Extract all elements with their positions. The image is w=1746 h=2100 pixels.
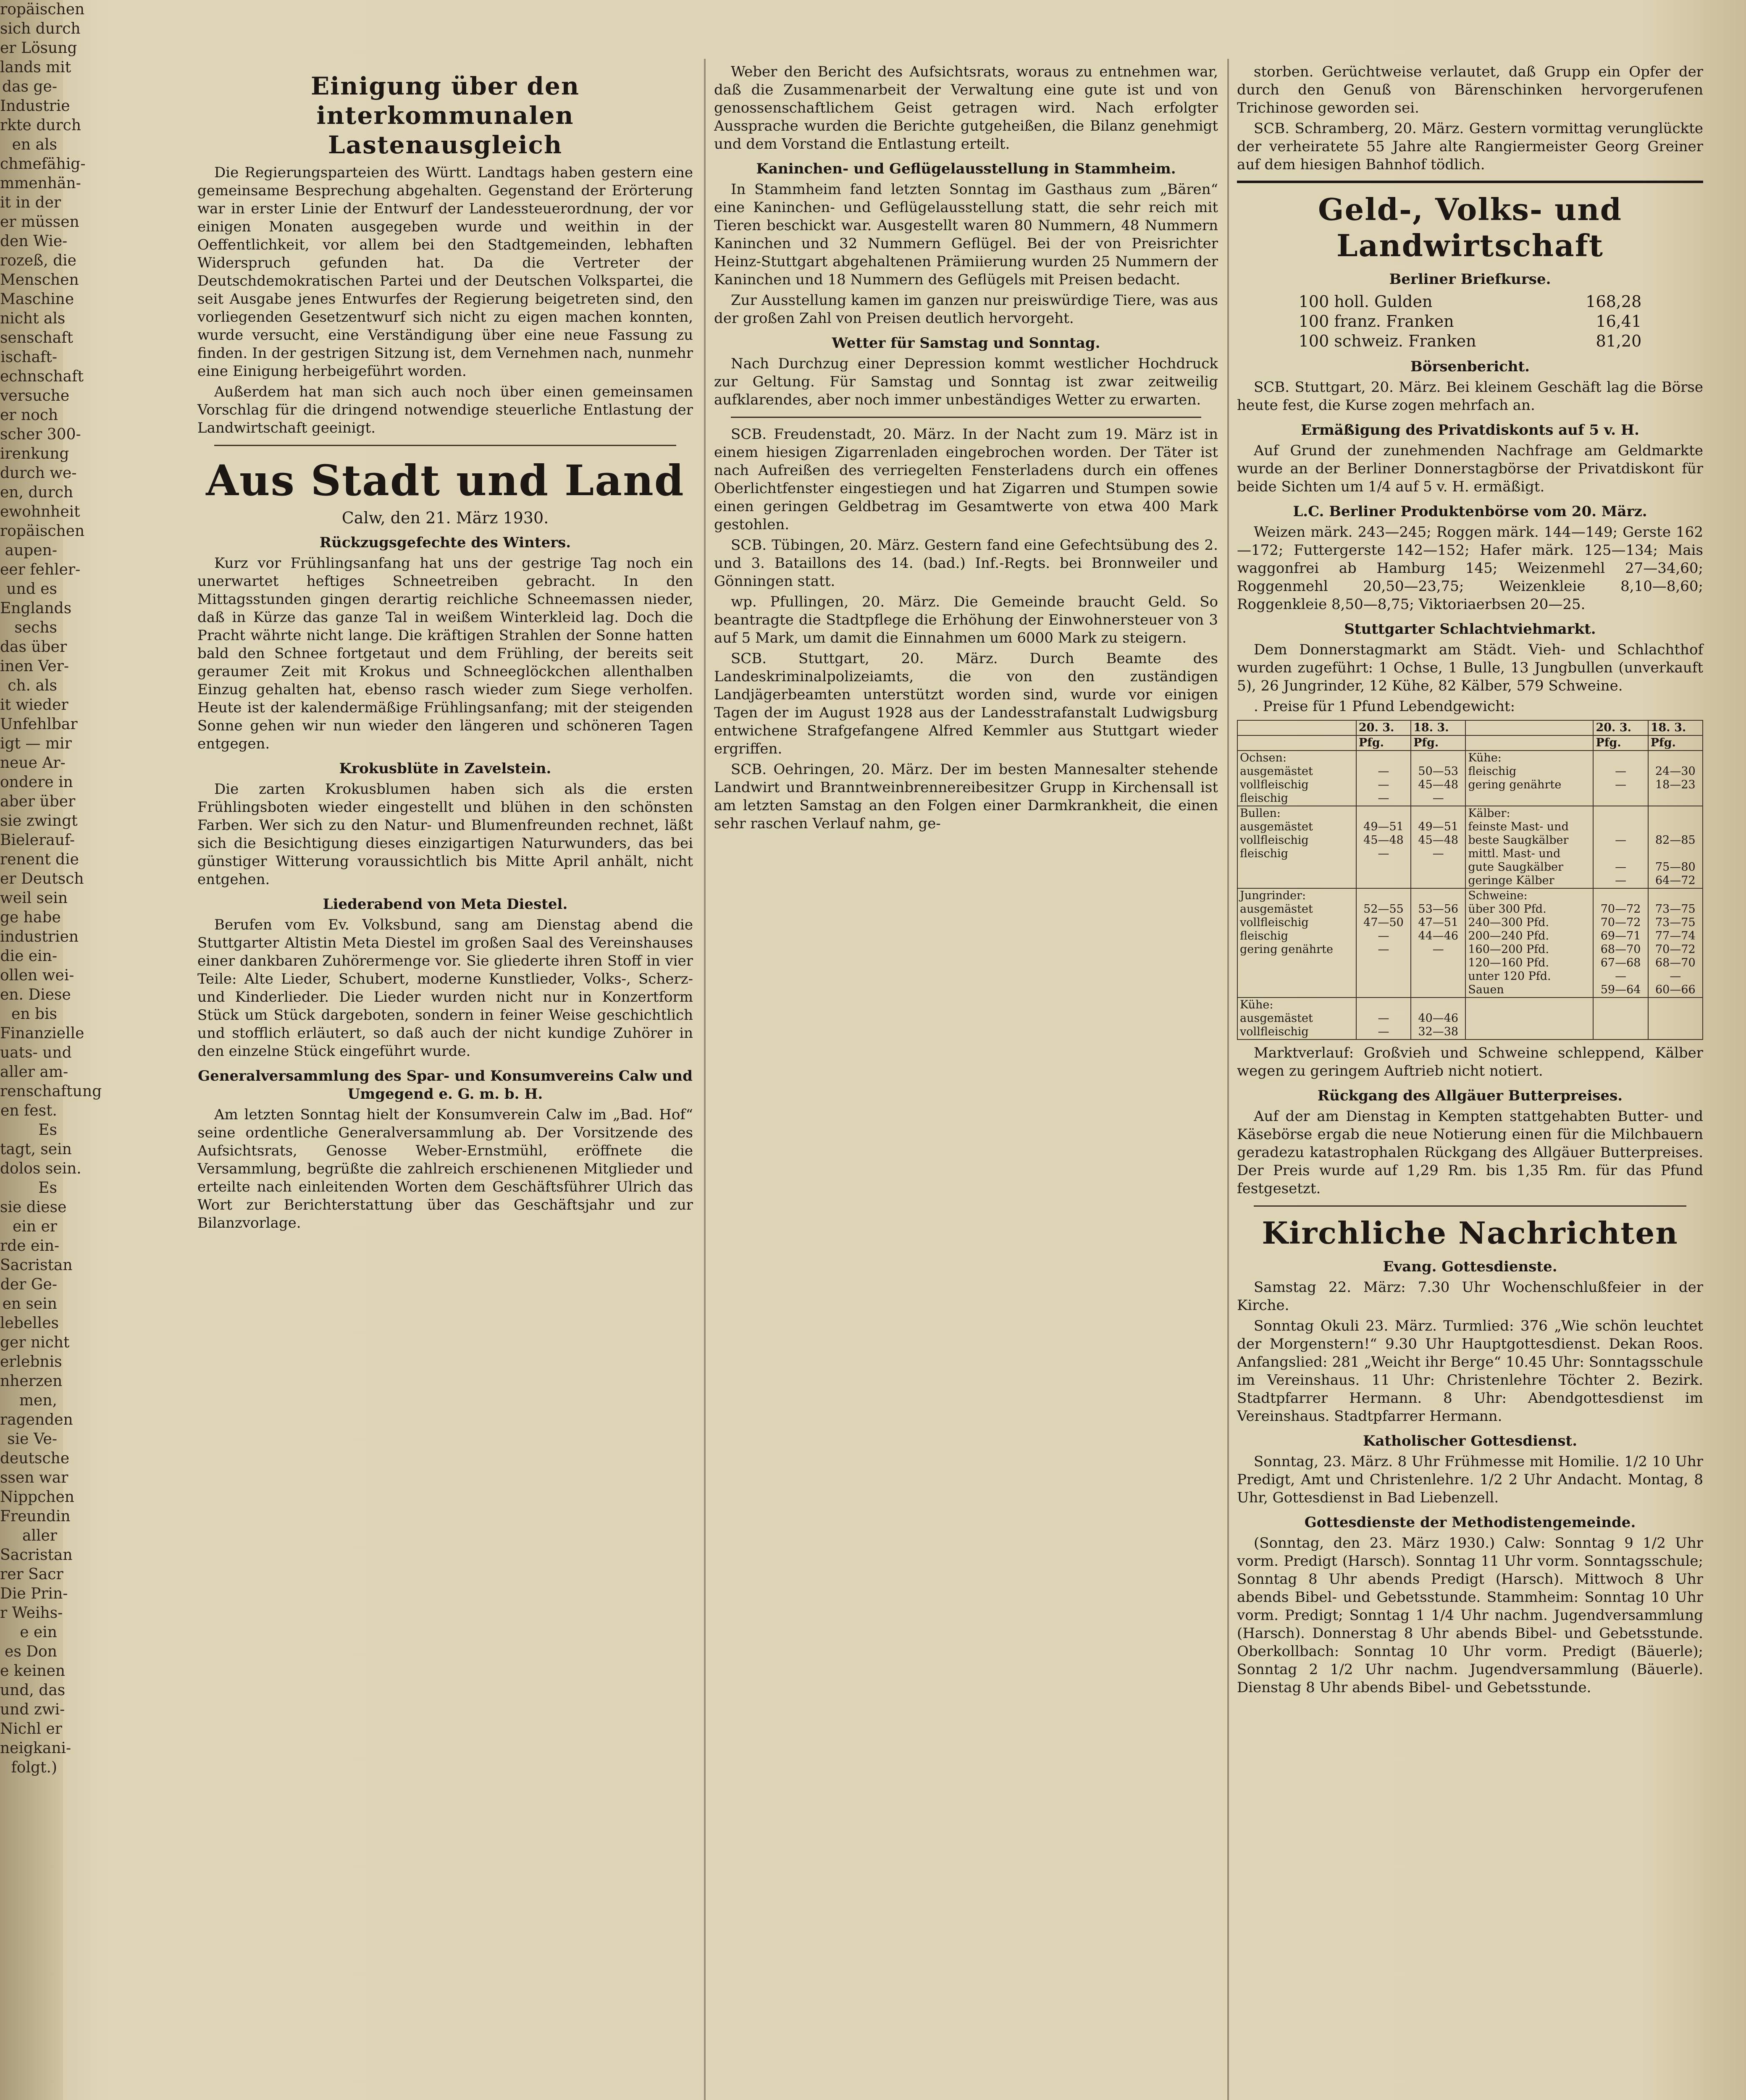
price-cell: 40—46 32—38 [1411, 998, 1465, 1040]
paragraph: Auf der am Dienstag in Kempten stattgehabten Butter- und Käsebörse ergab die neue Notierung einen für die Milchbauern geradezu katastrophalen Rückgang des Allgäuer Butterpreises. Der Preis wurde auf 1,29 Rm. bis 1,35 Rm. für das Pfund festgesetzt. [1237, 1108, 1703, 1197]
stub-line: erlebnis [0, 1353, 62, 1370]
table-header: Pfg. [1411, 735, 1465, 751]
livestock-category: Schweine: über 300 Pfd. 240—300 Pfd. 200—240 Pfd. 160—200 Pfd. 120—160 Pfd. unter 120 Pfd. Sauen [1465, 888, 1593, 998]
subheading: Stuttgarter Schlachtviehmarkt. [1344, 621, 1596, 638]
stub-line: rozeß, die [0, 252, 76, 269]
price-cell [1593, 998, 1648, 1040]
stub-line: aller [22, 1527, 57, 1544]
stub-line: den Wie- [0, 233, 68, 250]
table-header [1465, 720, 1593, 735]
price-cell: 24—30 18—23 [1648, 751, 1703, 806]
stub-line: ewohnheit [0, 503, 80, 520]
stub-line: e ein [20, 1624, 57, 1641]
stub-line: neue Ar- [0, 754, 66, 772]
table-row [1237, 806, 1703, 888]
stub-line: nherzen [0, 1373, 63, 1390]
paragraph: Die Regierungsparteien des Württ. Landtags haben gestern eine gemeinsame Besprechung abgehalten. Gegenstand der Erörterung war in erster Linie der Entwurf der Landessteuerordnung, der vor einigen Monaten ausgegeben wurde und weithin in der Oeffentlichkeit, vor allem bei den Stadtgemeinden, lebhaften Widerspruch gefunden hat. Da die Vertreter der Deutschdemokratischen Partei und der Deutschen Volkspartei, die seit Ausgabe jenes Entwurfes der Regierung beigetreten sind, den vorliegenden Gesetzentwurf sich nicht zu eigen machen konnten, wurde versucht, eine Verständigung über eine neue Fassung zu finden. In der gestrigen Sitzung ist, dem Vernehmen nach, nunmehr eine Einigung herbeigeführt worden. [197, 164, 693, 380]
paragraph: Weber den Bericht des Aufsichtsrats, woraus zu entnehmen war, daß die Zusammenarbeit der Verwaltung eine gute ist und von genossenschaftlichem Geist getragen wird. Nach erfolgter Aussprache wurden die Berichte gutgeheißen, die Bilanz genehmigt und dem Vorstand die Entlastung erteilt. [714, 63, 1218, 152]
stub-line: igt — mir [0, 735, 72, 752]
left-page-stub [0, 0, 102, 2100]
paragraph: SCB. Stuttgart, 20. März. Durch Beamte des Landeskriminalpolizeiamts, die von den zuständigen Landjägerbeamten unterstützt worden sind, wurde vor einigen Tagen der im August 1928 aus der Landesstrafanstalt Ludwigsburg entwichene Strafgefangene Alfred Kemmler aus Stuttgart wieder ergriffen. [714, 650, 1218, 757]
paragraph: Dem Donnerstagmarkt am Städt. Vieh- und Schlachthof wurden zugeführt: 1 Ochse, 1 Bulle, 13 Jungbullen (unverkauft 5), 26 Jungrinder, 12 Kühe, 82 Kälber, 579 Schweine. [1237, 641, 1703, 694]
paragraph: Marktverlauf: Großvieh und Schweine schleppend, Kälber wegen zu geringem Auftrieb nicht notiert. [1237, 1045, 1703, 1079]
subheading: Börsenbericht. [1410, 358, 1530, 375]
stub-line: Es [38, 1121, 57, 1139]
stub-line: ollen wei- [0, 967, 74, 984]
price-cell: 82—85 75—80 64—72 [1648, 806, 1703, 888]
headline-kirchliche-nachrichten: Kirchliche Nachrichten [1262, 1215, 1678, 1251]
currency-label: 100 schweiz. Franken [1298, 332, 1476, 350]
stub-line: renent die [0, 851, 79, 868]
table-header: 18. 3. [1648, 720, 1703, 735]
stub-line: aller am- [0, 1063, 68, 1081]
paragraph: Sonntag Okuli 23. März. Turmlied: 376 „Wie schön leuchtet der Morgenstern!“ 9.30 Uhr Hauptgottesdienst. Dekan Roos. Anfangslied: 281 „Weicht ihr Berge“ 10.45 Uhr: Sonntagsschule im Vereinshaus. 11 Uhr: Christenlehre Töchter 2. Bezirk. Stadtpfarrer Hermann. 8 Uhr: Abendgottesdienst im Vereinshaus. Stadtpfarrer Hermann. [1237, 1318, 1703, 1425]
paragraph: SCB. Tübingen, 20. März. Gestern fand eine Gefechtsübung des 2. und 3. Bataillons des 14. (bad.) Inf.-Regts. bei Bronnweiler und Gönningen statt. [714, 537, 1218, 590]
paragraph: Auf Grund der zunehmenden Nachfrage am Geldmarkte wurde an der Berliner Donnerstagbörse der Privatdiskont für beide Sichten um 1/4 auf 5 v. H. ermäßigt. [1237, 442, 1703, 495]
stub-line: lands mit [0, 59, 71, 76]
paragraph: Sonntag, 23. März. 8 Uhr Frühmesse mit Homilie. 1/2 10 Uhr Predigt, Amt und Christenlehre. 1/2 2 Uhr Andacht. Montag, 8 Uhr, Gottesdienst in Bad Liebenzell. [1237, 1453, 1703, 1506]
stub-line: Industrie [0, 97, 70, 115]
stub-line: Es [38, 1179, 57, 1197]
stub-line: en, durch [0, 484, 74, 501]
stub-line: Bielerauf- [0, 832, 75, 849]
stub-line: deutsche [0, 1450, 70, 1467]
table-header: Pfg. [1593, 735, 1648, 751]
subheading: Evang. Gottesdienste. [1383, 1258, 1557, 1275]
paragraph: Samstag 22. März: 7.30 Uhr Wochenschlußfeier in der Kirche. [1237, 1279, 1703, 1314]
livestock-category: Ochsen: ausgemästet vollfleischig fleischig [1237, 751, 1356, 806]
price-cell: — — — [1593, 806, 1648, 888]
stub-line: und, das [0, 1682, 66, 1699]
stub-line: die ein- [0, 948, 57, 965]
paragraph: Berufen vom Ev. Volksbund, sang am Dienstag abend die Stuttgarter Altistin Meta Diestel im großen Saal des Vereinshauses einer dankbaren Zuhörermenge vor. Sie gliederte ihren Stoff in vier Teile: Alte Lieder, Schubert, moderne Kunstlieder, Volks-, Scherz- und Kinderlieder. Die Lieder wurden nicht nur in Konzertform Stück um Stück dargeboten, sondern in feiner Weise geschichtlich und stofflich erläutert, so daß auch der nicht kundige Zuhörer in den einzelne Stück eingeführt wurde. [197, 916, 693, 1060]
paragraph: SCB. Oehringen, 20. März. Der im besten Mannesalter stehende Landwirt und Branntweinbrennereibesitzer Grupp in Kirchensall ist am letzten Samstag an den Folgen einer Darmkrankheit, die einen sehr raschen Verlauf nahm, ge- [714, 761, 1218, 832]
livestock-category: Kälber: feinste Mast- und beste Saugkälber mittl. Mast- und gute Saugkälber geringe Kälber [1465, 806, 1593, 888]
stub-line: en fest. [0, 1102, 57, 1119]
table-header [1237, 735, 1356, 751]
stub-line: folgt.) [11, 1759, 57, 1776]
livestock-category: Kühe: fleischig gering genährte [1465, 751, 1593, 806]
stub-line: ssen war [0, 1469, 68, 1486]
divider [1254, 1205, 1686, 1207]
subheading: Wetter für Samstag und Sonntag. [832, 335, 1100, 352]
stub-line: uats- und [0, 1044, 72, 1061]
stub-line: r Weihs- [0, 1604, 63, 1622]
stub-line: Nippchen [0, 1488, 74, 1506]
currency-rate: 16,41 [1596, 312, 1642, 331]
stub-line: Maschine [0, 291, 74, 308]
subheading: Ermäßigung des Privatdiskonts auf 5 v. H. [1301, 422, 1639, 438]
stub-line: sechs [14, 619, 57, 636]
livestock-category: Kühe: ausgemästet vollfleischig [1237, 998, 1356, 1040]
subheading: Kaninchen- und Geflügelausstellung in Stammheim. [756, 160, 1176, 177]
table-row [1237, 751, 1703, 806]
stub-line: eer fehler- [0, 561, 81, 578]
stub-line: chmefähig- [0, 155, 86, 173]
divider [214, 445, 676, 446]
stub-line: scher 300- [0, 426, 81, 443]
stub-line: en als [12, 136, 57, 153]
price-cell: — — [1593, 751, 1648, 806]
stub-line: tagt, sein [0, 1141, 72, 1158]
stub-line: rer Sacr [0, 1566, 63, 1583]
paragraph: Zur Ausstellung kamen im ganzen nur preiswürdige Tiere, was aus der großen Zahl von Preisen deutlich hervorgeht. [714, 292, 1218, 327]
livestock-category: Jungrinder: ausgemästet vollfleischig fleischig gering genährte [1237, 888, 1356, 998]
livestock-category: Bullen: ausgemästet vollfleischig fleischig [1237, 806, 1356, 888]
table-header: Pfg. [1648, 735, 1703, 751]
stub-line: neigkani- [0, 1740, 71, 1757]
dateline: Calw, den 21. März 1930. [341, 509, 549, 527]
paragraph: Weizen märk. 243—245; Roggen märk. 144—149; Gerste 162—172; Futtergerste 142—152; Hafer märk. 125—134; Mais waggonfrei ab Hamburg 145; Weizenmehl 27—34,60; Roggenmehl 20,50—23,75; Weizenkleie 8,10—8,60; Roggenkleie 8,50—8,75; Viktoriaerbsen 20—25. [1237, 524, 1703, 613]
stub-line: dolos sein. [0, 1160, 81, 1177]
price-cell: 70—72 70—72 69—71 68—70 67—68 — 59—64 [1593, 888, 1648, 998]
table-row [1237, 998, 1703, 1040]
subheading: Rückzugsgefechte des Winters. [319, 534, 571, 551]
stub-line: Englands [0, 600, 72, 617]
stub-line: irenkung [0, 445, 69, 462]
stub-line: en. Diese [0, 986, 71, 1003]
stub-line: ropäischen [0, 522, 85, 540]
stub-line: ischaft- [0, 349, 57, 366]
stub-line: und zwi- [0, 1701, 65, 1718]
stub-line: ein er [13, 1218, 57, 1235]
stub-line: ge habe [0, 909, 61, 926]
subheading: Rückgang des Allgäuer Butterpreises. [1317, 1087, 1623, 1104]
paragraph: SCB. Freudenstadt, 20. März. In der Nacht zum 19. März ist in einem hiesigen Zigarrenladen eingebrochen worden. Der Täter ist nach Aufreißen des verriegelten Fensterladens durch ein offenes Oberlichtfenster eingestiegen und hat Zigarren und Stumpen sowie einen geringen Geldbetrag im Gesamtwerte von etwa 400 Mark gestohlen. [714, 426, 1218, 533]
stub-line: aber über [0, 793, 76, 810]
stub-line: echnschaft [0, 368, 84, 385]
stub-line: ropäischen [0, 1, 85, 18]
column-gutter-1 [704, 59, 706, 2100]
subheading: Liederabend von Meta Diestel. [323, 896, 568, 913]
currency-label: 100 holl. Gulden [1298, 292, 1433, 311]
paragraph: Die zarten Krokusblumen haben sich als die ersten Frühlingsboten wieder eingestellt und blühen in den schönsten Farben. Wer sich zu den Natur- und Blumenfreunden rechnet, läßt sich die Besichtigung dieses einzigartigen Naturwunders, das bei günstiger Witterung voraussichtlich bis Mitte April anhält, nicht entgehen. [197, 781, 693, 888]
stub-line: er müssen [0, 213, 79, 231]
stub-line: men, [19, 1392, 57, 1409]
subheading: Berliner Briefkurse. [1389, 271, 1551, 288]
stub-line: sie zwingt [0, 812, 78, 830]
stub-line: ragenden [0, 1411, 73, 1428]
stub-line: weil sein [0, 890, 68, 907]
divider [1237, 181, 1703, 183]
price-cell: 49—51 45—48 — [1411, 806, 1465, 888]
paragraph: . Preise für 1 Pfund Lebendgewicht: [1254, 698, 1515, 715]
livestock-category [1465, 998, 1593, 1040]
briefkurse-table [1295, 292, 1645, 351]
table-header [1465, 735, 1593, 751]
stub-line: Sacristan [0, 1257, 73, 1274]
column-gutter-2 [1227, 59, 1229, 2100]
stub-line: Finanzielle [0, 1025, 84, 1042]
divider [731, 417, 1201, 418]
stub-line: er Lösung [0, 39, 77, 57]
stub-line: er Deutsch [0, 870, 84, 887]
table-header [1237, 720, 1356, 735]
stub-line: e keinen [0, 1662, 66, 1680]
stub-line: lebelles [0, 1315, 59, 1332]
stub-line: industrien [0, 928, 79, 945]
paragraph: Am letzten Sonntag hielt der Konsumverein Calw im „Bad. Hof“ seine ordentliche Generalversammlung ab. Der Vorsitzende des Aufsichtsrats, Genosse Weber-Ernstmühl, eröffnete die Versammlung, begrüßte die zahlreich erschienenen Mitglieder und erteilte nach einleitenden Worten dem Geschäftsführer Ulrich das Wort zur Berichterstattung über das Geschäftsjahr und zur Bilanzvorlage. [197, 1106, 693, 1231]
price-cell: 53—56 47—51 44—46 — [1411, 888, 1465, 998]
paragraph: In Stammheim fand letzten Sonntag im Gasthaus zum „Bären“ eine Kaninchen- und Geflügelausstellung statt, die sehr reich mit Tieren beschickt war. Ausgestellt waren 80 Nummern, 48 Nummern Kaninchen und 32 Nummern Geflügel. Bei der von Preisrichter Heinz-Stuttgart abgehaltenen Prämiierung wurden 25 Nummern der Kaninchen und 18 Nummern des Geflügels mit Preisen bedacht. [714, 181, 1218, 288]
stub-line: das ge- [2, 78, 57, 95]
stub-line: ch. als [8, 677, 57, 694]
table-row [1295, 292, 1645, 312]
stub-line: ger nicht [0, 1334, 70, 1351]
table-header: 20. 3. [1593, 720, 1648, 735]
schlachtvieh-price-table [1237, 720, 1703, 1040]
stub-line: und es [6, 580, 57, 598]
price-cell: — — [1356, 998, 1411, 1040]
stub-line: sich durch [0, 20, 81, 37]
paragraph: Außerdem hat man sich auch noch über einen gemeinsamen Vorschlag für die dringend notwendige steuerliche Entlastung der Landwirtschaft geeinigt. [197, 383, 693, 436]
stub-line: rde ein- [0, 1237, 60, 1255]
column-left [197, 63, 693, 2100]
stub-line: Freundin [0, 1508, 71, 1525]
stub-line: it in der [0, 194, 61, 211]
stub-line: en bis [11, 1005, 57, 1023]
subheading: Generalversammlung des Spar- und Konsumvereins Calw und Umgegend e. G. m. b. H. [198, 1068, 693, 1102]
paragraph: Kurz vor Frühlingsanfang hat uns der gestrige Tag noch ein unerwartet heftiges Schneetreiben gebracht. In den Mittagsstunden gingen derartig reichliche Schneemassen nieder, daß in Kürze das ganze Tal in weißem Winterkleid lag. Doch die Pracht währte nicht lange. Die kräftigen Strahlen der Sonne hatten bald den Schnee fortgetaut und dem Frühling, der bereits seit geraumer Zeit mit Krokus und Schneeglöckchen allenthalben Einzug gehalten hat, ebenso rasch wieder zum Siege verholfen. Heute ist der kalendermäßige Frühlingsanfang; mit der steigenden Sonne gehen wir nun wieder den längeren und schöneren Tagen entgegen. [197, 555, 693, 752]
stub-line: rkte durch [0, 117, 81, 134]
table-row [1237, 888, 1703, 998]
stub-line: Sacristan [0, 1546, 73, 1564]
subheading: Katholischer Gottesdienst. [1363, 1433, 1578, 1449]
column-right [1237, 63, 1703, 2100]
paragraph: SCB. Schramberg, 20. März. Gestern vormittag verunglückte der verheiratete 55 Jahre alte Rangiermeister Georg Greiner auf dem hiesigen Bahnhof tödlich. [1237, 120, 1703, 173]
stub-line: sie diese [0, 1199, 67, 1216]
stub-line: er noch [0, 407, 58, 424]
stub-line: der Ge- [0, 1276, 57, 1293]
price-cell: — — — [1356, 751, 1411, 806]
stub-line: mmenhän- [0, 175, 81, 192]
stub-line: Die Prin- [0, 1585, 68, 1602]
paragraph: (Sonntag, den 23. März 1930.) Calw: Sonntag 9 1/2 Uhr vorm. Predigt (Harsch). Sonntag 11 Uhr vorm. Sonntagsschule; Sonntag 8 Uhr abends Predigt (Harsch). Mittwoch 8 Uhr abends Bibel- und Gebetsstunde. Stammheim: Sonntag 10 Uhr vorm. Predigt; Sonntag 1 1/4 Uhr nachm. Jugendversammlung (Harsch). Donnerstag 8 Uhr abends Bibel- und Gebetsstunde. Oberkollbach: Sonntag 10 Uhr vorm. Predigt (Bäuerle); Sonntag 2 1/2 Uhr nachm. Jugendversammlung (Bäuerle). Dienstag 8 Uhr abends Bibel- und Gebetsstunde. [1237, 1535, 1703, 1696]
stub-line: das über [0, 638, 67, 656]
subheading: Krokusblüte in Zavelstein. [339, 760, 551, 777]
price-cell [1648, 998, 1703, 1040]
table-row [1295, 331, 1645, 351]
stub-line: Menschen [0, 271, 79, 289]
currency-label: 100 franz. Franken [1298, 312, 1454, 331]
subheading: L.C. Berliner Produktenbörse vom 20. März. [1293, 503, 1647, 520]
stub-line: inen Ver- [0, 658, 69, 675]
stub-line: durch we- [0, 465, 77, 482]
stub-line: sie Ve- [7, 1431, 57, 1448]
currency-rate: 81,20 [1596, 332, 1642, 350]
headline-geld-volks-landwirtschaft: Geld-, Volks- und Landwirtschaft [1318, 192, 1623, 263]
table-header: 20. 3. [1356, 720, 1411, 735]
table-header: Pfg. [1356, 735, 1411, 751]
stub-line: versuche [0, 387, 70, 404]
paragraph: wp. Pfullingen, 20. März. Die Gemeinde braucht Geld. So beantragte die Stadtpflege die Erhöhung der Einwohnersteuer von 3 auf 5 Mark, um damit die Einnahmen um 6000 Mark zu steigern. [714, 593, 1218, 646]
headline-aus-stadt-und-land: Aus Stadt und Land [206, 456, 685, 505]
column-middle [714, 63, 1218, 2100]
headline-lastenausgleich: Einigung über den interkommunalen Lastenausgleich [310, 72, 580, 159]
stub-line: ondere in [0, 774, 73, 791]
paragraph: Nach Durchzug einer Depression kommt westlicher Hochdruck zur Geltung. Für Samstag und Sonntag ist zwar zeitweilig aufklarendes, aber noch immer unbeständiges Wetter zu erwarten. [714, 355, 1218, 408]
currency-rate: 168,28 [1586, 292, 1642, 311]
table-header: 18. 3. [1411, 720, 1465, 735]
table-row [1295, 312, 1645, 331]
price-cell: 73—75 73—75 77—74 70—72 68—70 — 60—66 [1648, 888, 1703, 998]
stub-line: es Don [5, 1643, 57, 1660]
subheading: Gottesdienste der Methodistengemeinde. [1304, 1514, 1636, 1531]
price-cell: 52—55 47—50 — — [1356, 888, 1411, 998]
price-cell: 50—53 45—48 — [1411, 751, 1465, 806]
stub-line: senschaft [0, 329, 74, 346]
stub-line: Unfehlbar [0, 716, 78, 733]
paragraph: storben. Gerüchtweise verlautet, daß Grupp ein Opfer der durch den Genuß von Bärenschinken hervorgerufenen Trichinose geworden sei. [1237, 63, 1703, 116]
stub-line: it wieder [0, 696, 68, 714]
price-cell: 49—51 45—48 — [1356, 806, 1411, 888]
stub-line: aupen- [5, 542, 57, 559]
stub-line: nicht als [0, 310, 66, 327]
stub-line: Nichl er [0, 1720, 62, 1738]
paragraph: SCB. Stuttgart, 20. März. Bei kleinem Geschäft lag die Börse heute fest, die Kurse zogen mehrfach an. [1237, 379, 1703, 414]
stub-line: en sein [2, 1295, 57, 1312]
stub-line: renschaftung [0, 1083, 102, 1100]
